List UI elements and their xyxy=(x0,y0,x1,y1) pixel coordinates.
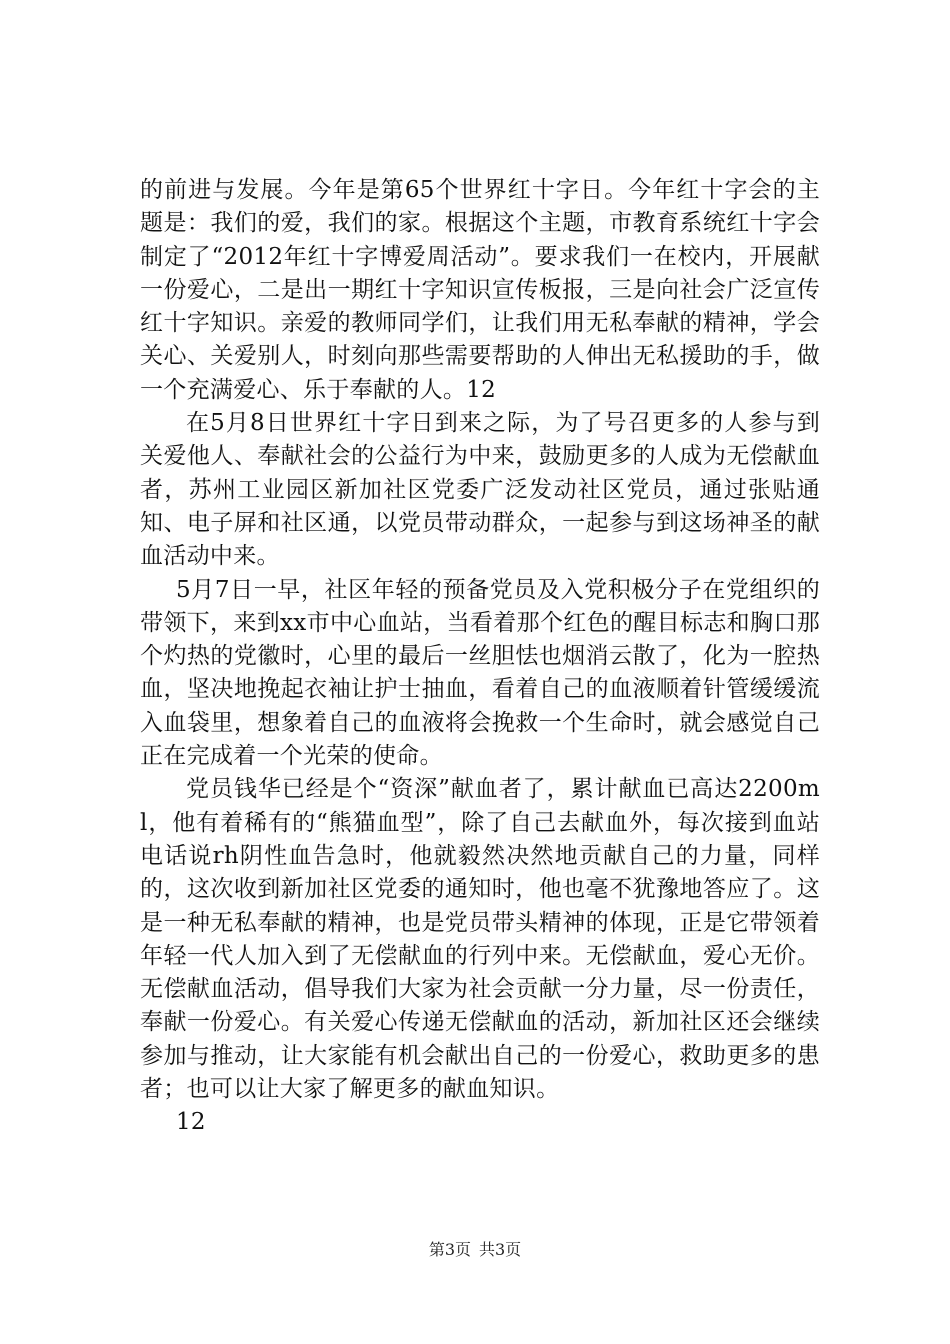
paragraph-blood-donation-event: 5月7日一早，社区年轻的预备党员及入党积极分子在党组织的带领下，来到xx市中心血站，当看着那个红色的醒目标志和胸口那个灼热的党徽时，心里的最后一丝胆怯也烟消云散了，化为一腔热血，坚决地挽起衣袖让护士抽血，看着自己的血液顺着针管缓缓流入血袋里，想象着自己的血液将会挽救一个生命时，就会感觉自己正在完成着一个光荣的使命。 xyxy=(140,576,820,770)
page-number-current: 第3页 xyxy=(428,1240,471,1259)
paragraph-continuation: 的前进与发展。今年是第65个世界红十字日。今年红十字会的主题是：我们的爱，我们的家。根据这个主题，市教育系统红十字会制定了“2012年红十字博爱周活动”。要求我们一在校内，开展献一份爱心，二是出一期红十字知识宣传板报，三是向社会广泛宣传红十字知识。亲爱的教师同学们，让我们用无私奉献的精神，学会关心、关爱别人，时刻向那些需要帮助的人伸出无私援助的手，做一个充满爱心、乐于奉献的人。12 xyxy=(140,177,820,403)
paragraph-party-member-story: 党员钱华已经是个“资深”献血者了，累计献血已高达2200ml，他有着稀有的“熊猫血型”，除了自己去献血外，每次接到血站电话说rh阴性血告急时，他就毅然决然地贡献自己的力量，同样的，这次收到新加社区党委的通知时，他也毫不犹豫地答应了。这是一种无私奉献的精神，也是党员带头精神的体现，正是它带领着年轻一代人加入到了无偿献血的行列中来。无偿献血，爱心无价。无偿献血活动，倡导我们大家为社会贡献一分力量，尽一份责任，奉献一份爱心。有关爱心传递无偿献血的活动，新加社区还会继续参加与推动，让大家能有机会献出自己的一份爱心，救助更多的患者；也可以让大家了解更多的献血知识。 xyxy=(140,776,820,1103)
body-text xyxy=(140,174,820,1140)
paragraph-trailing-number: 12 xyxy=(176,1109,206,1136)
paragraph-red-cross-day: 在5月8日世界红十字日到来之际，为了号召更多的人参与到关爱他人、奉献社会的公益行为中来，鼓励更多的人成为无偿献血者，苏州工业园区新加社区党委广泛发动社区党员，通过张贴通知、电子屏和社区通，以党员带动群众，一起参与到这场神圣的献血活动中来。 xyxy=(140,410,820,570)
page-footer xyxy=(0,1240,950,1260)
page-number-total: 共3页 xyxy=(479,1240,522,1259)
